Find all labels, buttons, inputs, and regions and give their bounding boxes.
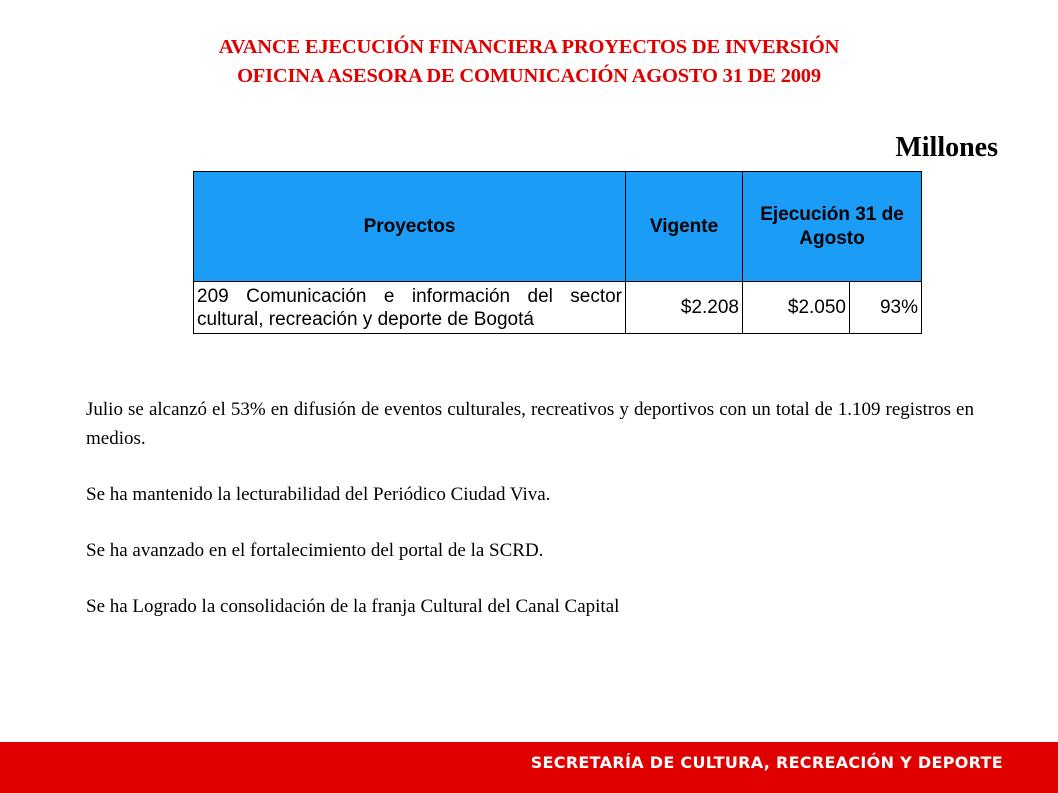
header-ejecucion: [743, 172, 922, 282]
cell-ejecucion: $2.050: [743, 282, 850, 334]
units-label: Millones: [895, 132, 998, 163]
paragraph-periodico: Se ha mantenido la lecturabilidad del Periódico Ciudad Viva.: [86, 484, 551, 505]
header-proyectos: Proyectos: [194, 172, 626, 282]
header-ejecucion-line-1: Ejecución 31 de: [760, 203, 904, 225]
financial-table: [193, 171, 922, 334]
cell-porcentaje: 93%: [850, 282, 922, 334]
table-header-row: [194, 172, 922, 282]
cell-proyecto: 209 Comunicación e información del sector cultural, recreación y deporte de Bogotá: [194, 282, 626, 334]
footer-text: SECRETARÍA DE CULTURA, RECREACIÓN Y DEPORTE: [530, 753, 1003, 772]
header-vigente: Vigente: [626, 172, 743, 282]
header-ejecucion-line-2: Agosto: [799, 227, 865, 249]
body-text: [86, 395, 974, 648]
paragraph-difusion: Julio se alcanzó el 53% en difusión de eventos culturales, recreativos y deportivos con un total de 1.109 registros en medios.: [86, 399, 974, 449]
page-title: [40, 33, 1018, 91]
table-row: [194, 282, 922, 334]
paragraph-portal: Se ha avanzado en el fortalecimiento del portal de la SCRD.: [86, 540, 544, 561]
paragraph-canal: Se ha Logrado la consolidación de la franja Cultural del Canal Capital: [86, 596, 620, 617]
footer-bar: [0, 742, 1058, 793]
cell-vigente: $2.208: [626, 282, 743, 334]
title-line-1: AVANCE EJECUCIÓN FINANCIERA PROYECTOS DE INVERSIÓN: [218, 36, 840, 58]
title-line-2: OFICINA ASESORA DE COMUNICACIÓN AGOSTO 31 DE 2009: [237, 65, 821, 87]
